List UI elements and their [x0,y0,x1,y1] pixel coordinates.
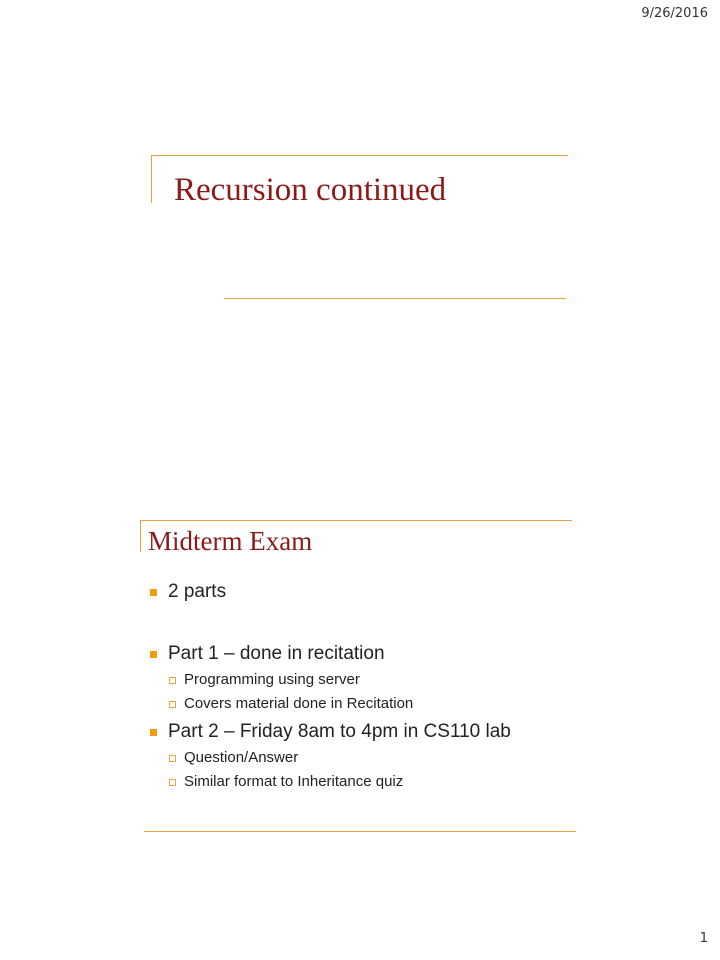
title-frame-top-line [151,155,568,156]
page-number: 1 [699,931,708,946]
sub-bullet-text: Question/Answer [184,749,299,766]
page-date: 9/26/2016 [641,6,708,21]
bullet-item [148,578,568,606]
subtitle-divider-line [224,298,566,299]
sub-bullet-text: Covers material done in Recitation [184,695,414,712]
hollow-square-bullet-icon [169,701,176,708]
slide-2-title: Midterm Exam [148,526,313,556]
title-frame-vertical-line [151,155,152,203]
bullet-list [148,578,568,794]
bullet-text: Part 1 – done in recitation [168,643,385,664]
slide-2-frame-vertical-line [140,520,141,552]
slide-1-title: Recursion continued [174,172,447,208]
bullet-text: 2 parts [168,581,227,602]
bullet-text: Part 2 – Friday 8am to 4pm in CS110 lab [168,721,511,742]
square-bullet-icon [150,729,157,736]
slide-title-recursion [0,0,720,420]
hollow-square-bullet-icon [169,779,176,786]
square-bullet-icon [150,651,157,658]
hollow-square-bullet-icon [169,677,176,684]
slide-2-frame-top-line [140,520,572,521]
sub-bullet-item [148,692,568,716]
sub-bullet-text: Programming using server [184,671,360,688]
sub-bullet-item [148,770,568,794]
hollow-square-bullet-icon [169,755,176,762]
slide-2-bottom-line [144,831,576,832]
sub-bullet-item [148,668,568,692]
bullet-item [148,640,568,668]
sub-bullet-text: Similar format to Inheritance quiz [184,773,404,790]
square-bullet-icon [150,589,157,596]
sub-bullet-item [148,746,568,770]
bullet-item [148,718,568,746]
